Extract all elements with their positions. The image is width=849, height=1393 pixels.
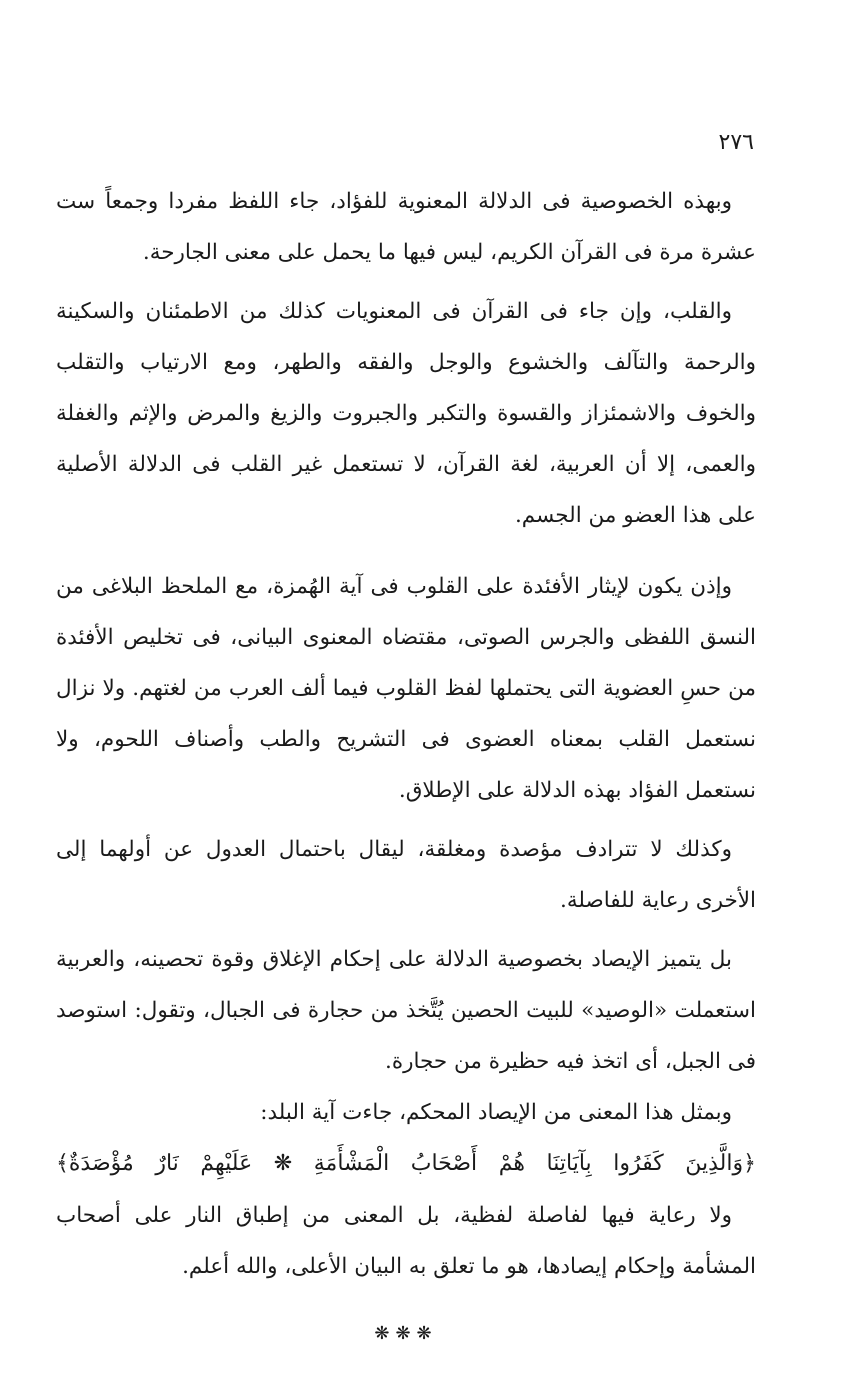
paragraph-afida-preference: وإذن يكون لإيثار الأفئدة على القلوب فى آية الهُمزة، مع الملحظ البلاغى من النسق اللفظى والجرس الصوتى، مقتضاه المعنوى البيانى، فى تخليص الأفئدة من حسِ العضوية التى يحتملها لفظ القلوب فيما ألف العرب من لغتهم. ولا نزال نستعمل القلب بمعناه العضوى فى التشريح والطب وأصناف اللحوم، ولا نستعمل الفؤاد بهذه الدلالة على الإطلاق. — [56, 574, 756, 803]
paragraph-fuad-usage: وبهذه الخصوصية فى الدلالة المعنوية للفؤاد، جاء اللفظ مفردا وجمعاً ست عشرة مرة فى القرآن الكريم، ليس فيها ما يحمل على معنى الجارحة. — [56, 189, 756, 265]
paragraph-closing: ولا رعاية فيها لفاصلة لفظية، بل المعنى من إطباق النار على أصحاب المشأمة وإحكام إيصادها، هو ما تعلق به البيان الأعلى، والله أعلم. — [56, 1203, 756, 1279]
paragraph-balad-intro: وبمثل هذا المعنى من الإيصاد المحكم، جاءت آية البلد: — [260, 1100, 732, 1125]
paragraph-musada-mughlaqa: وكذلك لا تترادف مؤصدة ومغلقة، ليقال باحتمال العدول عن أولهما إلى الأخرى رعاية للفاصلة. — [56, 837, 756, 913]
document-page — [56, 128, 756, 1354]
section-separator: ❋❋❋ — [374, 1323, 438, 1344]
paragraph-qalb-meanings: والقلب، وإن جاء فى القرآن فى المعنويات كذلك من الاطمئنان والسكينة والرحمة والتآلف والخشوع والوجل والفقه والطهر، ومع الارتياب والتقلب والخوف والاشمئزاز والقسوة والتكبر والجبروت والزيغ والمرض والإثم والغفلة والعمى، إلا أن العربية، لغة القرآن، لا تستعمل غير القلب فى الدلالة الأصلية على هذا العضو من الجسم. — [56, 299, 756, 528]
page-number: ٢٧٦ — [718, 130, 754, 155]
quran-verse: ﴿وَالَّذِينَ كَفَرُوا بِآيَاتِنَا هُمْ أَصْحَابُ الْمَشْأَمَةِ ❋ عَلَيْهِمْ نَارٌ مُؤْصَدَةٌ﴾ — [56, 1151, 756, 1176]
paragraph-isad-meaning: بل يتميز الإيصاد بخصوصية الدلالة على إحكام الإغلاق وقوة تحصينه، والعربية استعملت «الوصيد» للبيت الحصين يُتَّخذ من حجارة فى الجبال، وتقول: استوصد فى الجبل، أى اتخذ فيه حظيرة من حجارة. — [56, 947, 756, 1074]
